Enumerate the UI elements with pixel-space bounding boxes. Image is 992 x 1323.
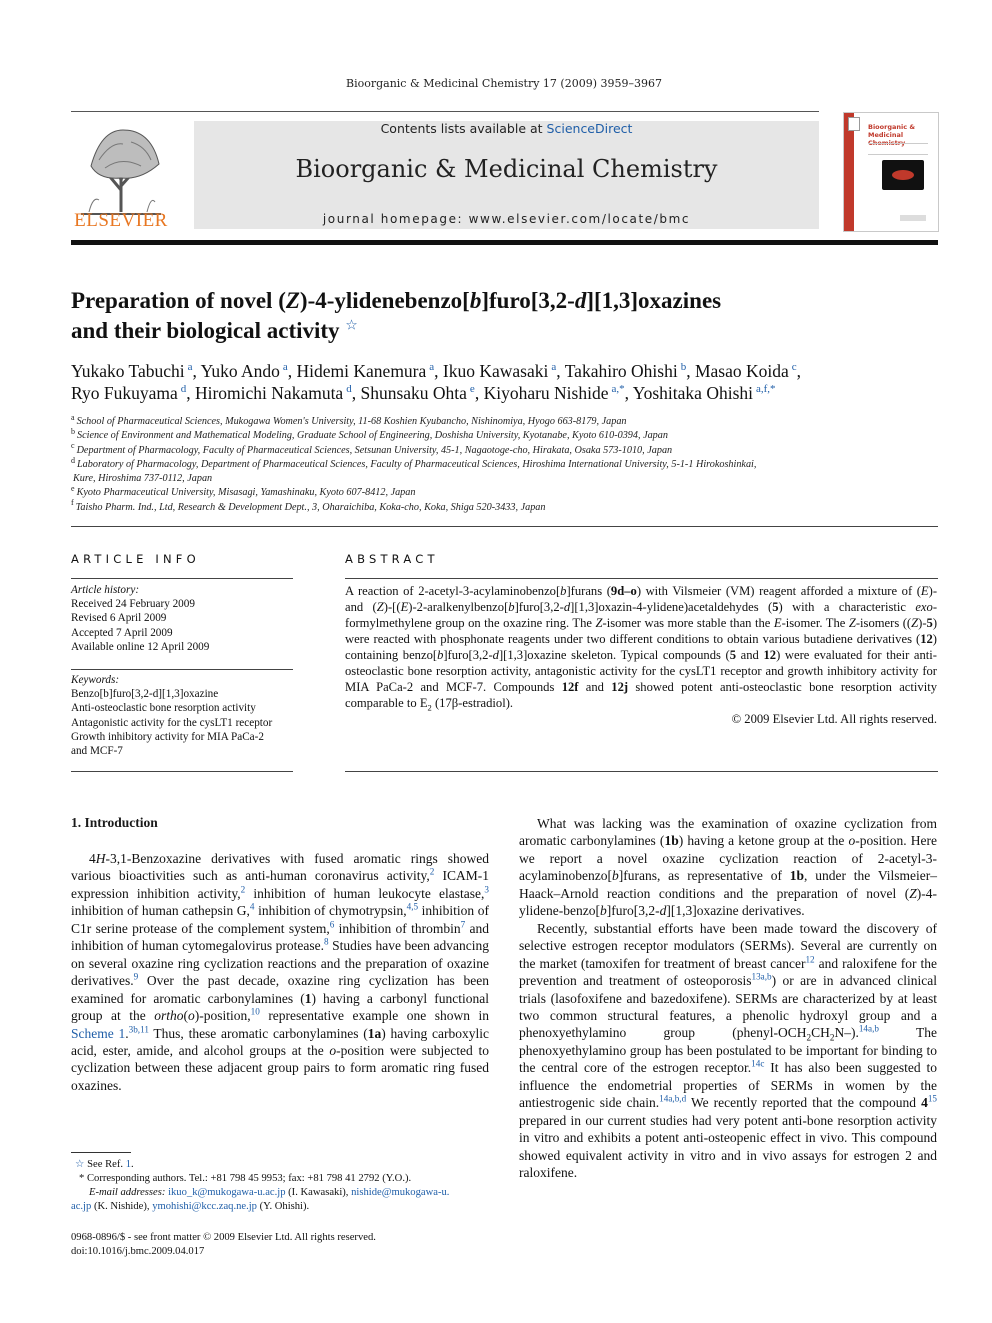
abstract-run: )-[(: [383, 600, 401, 614]
affiliation-text: Department of Pharmacology, Faculty of Pharmaceutical Sciences, Setsunan University, 45-1, Nagaotoge-cho, Hirakata, Osaka 573-1010, Japan: [76, 444, 673, 456]
reference-citation[interactable]: 13a,b: [751, 971, 772, 982]
abstract-run: b: [560, 584, 567, 598]
text-run: What was lacking was the examination of oxazine cyclization from aromatic carbonylamines (: [519, 816, 937, 849]
abstract-run: Z: [848, 616, 856, 630]
abstract-run: and: [578, 680, 612, 694]
journal-homepage[interactable]: journal homepage: www.elsevier.com/locate/bmc: [322, 212, 691, 226]
author-affiliation-mark[interactable]: c: [791, 361, 797, 374]
text-run: ) having a ketone group at the: [678, 833, 849, 849]
abstract-run: Z: [376, 600, 384, 614]
author-separator: ,: [434, 361, 443, 381]
text-run: -position were subjected to cyclization between these adjacent group pairs to form aromatic ring fused oxazines.: [71, 1042, 489, 1093]
compound-ref: 1b: [664, 833, 679, 849]
reference-citation[interactable]: 4,5: [406, 901, 419, 912]
keyword-item: Anti-osteoclastic bone resorption activity: [71, 702, 256, 715]
abstract-copyright: © 2009 Elsevier Ltd. All rights reserved.: [731, 712, 937, 726]
text-run: We recently reported that the compound: [686, 1095, 922, 1111]
email-owner: (Y. Ohishi).: [256, 1201, 310, 1212]
affiliation-key: b: [71, 426, 75, 436]
reference-citation[interactable]: 14a,b: [858, 1023, 879, 1034]
reference-citation[interactable]: 3b,11: [128, 1024, 149, 1035]
text-run: )-position,: [194, 1008, 251, 1024]
cover-image-icon: [882, 160, 924, 190]
history-accepted: Accepted 7 April 2009: [71, 626, 173, 639]
text-run: H: [95, 851, 106, 866]
reference-citation[interactable]: 6: [329, 919, 335, 930]
subscript: 2: [829, 1033, 835, 1044]
affiliation-text: Science of Environment and Mathematical Modeling, Graduate School of Engineering, Doshisha University, Kyotanabe, Kyoto 610-0394, Japan: [77, 430, 668, 442]
author-affiliation-mark[interactable]: a: [551, 361, 557, 374]
text-run: , under the Vilsmeier–Haack–Arnold reaction conditions and the preparation of novel (: [519, 868, 937, 901]
email-label: E-mail addresses:: [89, 1187, 166, 1198]
email-link-nishide[interactable]: nishide@mukogawa-u.: [351, 1187, 450, 1198]
article-info-heading: ARTICLE INFO: [71, 552, 200, 566]
compound-ref: 4: [921, 1095, 928, 1111]
history-received: Received 24 February 2009: [71, 598, 195, 611]
author-separator: ,: [556, 361, 565, 381]
doi-line[interactable]: doi:10.1016/j.bmc.2009.04.017: [71, 1246, 205, 1257]
text-run: -3,1-Benzoxazine derivatives with fused aromatic rings showed various bioactivities such as anti-human coronavirus activity,: [71, 851, 489, 884]
compound-ref: 9d–o: [610, 584, 637, 598]
keyword-item: Growth inhibitory activity for MIA PaCa-2: [71, 730, 264, 743]
footnote-star-text: See Ref.: [87, 1159, 126, 1170]
affiliation-text: Kure, Hiroshima 737-0112, Japan: [73, 473, 213, 485]
article-history: [71, 583, 296, 654]
text-run: -position. Here we report a novel oxazine cyclization reaction of 2-acetyl-3-acylaminobenzo[: [519, 833, 937, 884]
text-run: o: [329, 1042, 337, 1058]
compound-ref: 1a: [367, 1025, 382, 1041]
abstract-text: [345, 583, 937, 727]
author-line-2: [71, 382, 938, 404]
reference-citation[interactable]: 15: [927, 1093, 937, 1104]
reference-citation[interactable]: 7: [460, 919, 466, 930]
footnote-star: [71, 1158, 489, 1172]
affiliation-item: [71, 412, 938, 429]
text-run: N–).: [834, 1025, 859, 1041]
author-separator: ,: [686, 361, 695, 381]
text-run: Studies have been advancing on several oxazine ring cyclization reactions and the preparation of oxazine derivatives.: [71, 938, 489, 989]
cover-subtitle-lines: [868, 143, 928, 155]
abstract-run: Z: [911, 616, 919, 630]
header-top-rule: [71, 111, 819, 112]
history-label: Article history:: [71, 584, 140, 596]
author-name: Hidemi Kanemura: [296, 361, 427, 381]
author-name: Yuko Ando: [200, 361, 280, 381]
compound-ref: 5: [729, 648, 737, 662]
abstract-run: -isomer. The: [781, 616, 849, 630]
subscript: 2: [806, 1033, 812, 1044]
abstract-run: ) containing benzo[: [345, 632, 937, 662]
cover-footer-mark: [900, 215, 926, 221]
abstract-run: ) were evaluated for their anti-osteoclastic bone resorption activity, antagonistic activity for the cysLT1 receptor and growth inhibitory activity for MIA PaCa-2 and MCF-7. Compounds: [345, 648, 937, 694]
author-separator: ,: [192, 361, 201, 381]
author-separator: ,: [624, 383, 633, 403]
abstract-subscript: 2: [427, 702, 432, 713]
author-separator: ,: [474, 383, 484, 403]
text-run: prepared in our current studies had very potent anti-bone resorption activity in vitro and exhibits a potent anti-osteopenic effect in vivo. This compound showed equivalent activity in vitro and in vivo assays for estrogen 2 and raloxifene.: [519, 1112, 937, 1181]
issn-line: 0968-0896/$ - see front matter © 2009 Elsevier Ltd. All rights reserved.: [71, 1232, 376, 1243]
intro-paragraph: [71, 850, 489, 1094]
abstract-run: E: [773, 616, 782, 630]
text-run: It has also been suggested to influence the endometrial properties of SERMs in women by the antiestrogenic side chain.: [519, 1060, 938, 1111]
compound-ref: 12: [920, 632, 933, 646]
abstract-run: ]furans (: [566, 584, 611, 598]
abstract-run: )-2-aralkenylbenzo[: [408, 600, 509, 614]
text-run: inhibition of chymotrypsin,: [254, 903, 407, 919]
text-run: inhibition of thrombin: [334, 920, 461, 936]
abstract-run: -isomers ((: [855, 616, 912, 630]
reference-citation[interactable]: 10: [250, 1006, 260, 1017]
compound-ref: 1b: [789, 868, 805, 884]
affiliation-list: [71, 412, 938, 515]
abstract-heading: ABSTRACT: [345, 552, 439, 566]
reference-citation[interactable]: 3: [484, 884, 489, 895]
author-list: [71, 360, 938, 404]
abstract-run: ][1,3]oxazine skeleton. Typical compounds (: [498, 648, 730, 662]
compound-ref: 5: [772, 600, 779, 614]
author-separator: ,: [287, 361, 297, 381]
author-affiliation-mark[interactable]: b: [680, 361, 687, 374]
email-owner: (K. Nishide),: [91, 1201, 153, 1212]
affiliation-item: [71, 472, 938, 486]
affiliation-text: School of Pharmaceutical Sciences, Mukogawa Women's University, 11-68 Koshien Kyubancho, Nishinomiya, Hyogo 663-8179, Japan: [76, 416, 627, 427]
text-run: and raloxifene for the prevention and treatment of osteoporosis: [519, 955, 937, 989]
author-name: Ikuo Kawasaki: [442, 361, 549, 381]
title-part: ][1,3]oxazines: [586, 288, 722, 313]
keyword-item: Antagonistic activity for the cysLT1 receptor: [71, 716, 273, 729]
affiliation-item: [71, 498, 938, 515]
contents-prefix: Contents lists available at: [380, 121, 547, 136]
abstract-run: -isomer was more stable than the: [602, 616, 774, 630]
compound-ref: 5: [926, 616, 933, 630]
text-run: inhibition of C1r serine protease of the complement system,: [71, 903, 489, 936]
email-link-kawasaki[interactable]: ikuo_k@mukogawa-u.ac.jp: [168, 1187, 286, 1198]
email-link-ohishi[interactable]: ymohishi@kcc.zaq.ne.jp: [152, 1201, 257, 1212]
info-rule-mid: [71, 669, 293, 670]
author-name: Hiromichi Nakamuta: [194, 383, 344, 403]
footnote-star-end: .: [131, 1159, 134, 1170]
text-run: 4: [89, 851, 96, 866]
affiliation-text: Kyoto Pharmaceutical University, Misasagi, Yamashinaku, Kyoto 607-8412, Japan: [76, 487, 416, 499]
article-title: [71, 286, 931, 346]
text-run: ortho: [154, 1008, 184, 1024]
abstract-run: ]furo[3,2-: [443, 648, 493, 662]
abstract-run: ) were reacted with phosphonate reagents under two different conditions to obtain various butadiene derivatives (: [345, 616, 938, 646]
abstract-run: b: [508, 600, 515, 614]
affiliation-key: d: [71, 455, 75, 465]
abstract-run: ]furo[3,2-: [514, 600, 564, 614]
compound-ref: 12j: [611, 680, 629, 694]
text-run: ]furans, as representative of: [618, 868, 790, 884]
affiliation-key: e: [71, 484, 75, 494]
abstract-run: ][1,3]oxazin-4-ylidene)acetaldehydes (: [570, 600, 773, 614]
publisher-name: ELSEVIER: [74, 210, 168, 231]
intro-paragraph: [519, 815, 937, 920]
footnote-corresponding: [71, 1172, 489, 1186]
cover-title: Bioorganic & Medicinal Chemistry: [868, 123, 915, 147]
text-run: o: [188, 1008, 195, 1024]
title-part: Preparation of novel (: [71, 288, 286, 313]
text-run: inhibition of human cathepsin G,: [71, 903, 250, 919]
keyword-item: Benzo[b]furo[3,2-d][1,3]oxazine: [71, 688, 219, 701]
section-heading-introduction: 1. Introduction: [71, 815, 158, 830]
author-name: Kiyoharu Nishide: [483, 383, 609, 403]
author-affiliation-mark[interactable]: a,f,*: [756, 383, 776, 396]
abstract-run: and: [736, 648, 764, 662]
footnote-star-mark: ☆: [75, 1159, 85, 1170]
intro-left-column: [71, 850, 489, 1094]
text-run: .: [125, 1025, 129, 1041]
footnote-corr-text: Corresponding authors. Tel.: +81 798 45 9953; fax: +81 798 41 2792 (Y.O.).: [86, 1173, 412, 1184]
abstract-rule-bottom: [345, 771, 938, 772]
text-run: (: [183, 1008, 189, 1024]
affiliation-key: f: [71, 498, 74, 508]
title-part: and their biological activity: [71, 318, 340, 343]
text-run: ) or are in advanced clinical trials (lasofoxifene and bazedoxifene). SERMs are characterized by at least two common structural features, a phenolic hydroxyl group and a phenoxyethylamino group (phenyl-OCH: [519, 973, 937, 1041]
abstract-run: d: [492, 648, 499, 662]
title-italic: d: [574, 288, 587, 313]
text-run: inhibition of human leukocyte elastase,: [245, 885, 485, 901]
abstract-run: -formylmethylene group on the oxazine ring. The: [345, 600, 938, 630]
text-run: Z: [909, 885, 917, 901]
reference-citation[interactable]: 14c: [751, 1058, 765, 1069]
affiliation-rule: [71, 526, 938, 527]
author-affiliation-mark[interactable]: d: [180, 383, 187, 396]
footnote-emails: [71, 1186, 489, 1200]
intro-right-column: [519, 815, 937, 1182]
abstract-run: ) with Vilsmeier (VM) reagent afforded a mixture of (: [636, 584, 921, 598]
abstract-run: exo: [915, 600, 933, 614]
sciencedirect-link[interactable]: ScienceDirect: [546, 121, 633, 136]
abstract-run: A reaction of 2-acetyl-3-acylaminobenzo[: [345, 584, 561, 598]
email-link-nishide-cont[interactable]: ac.jp: [71, 1201, 92, 1212]
scheme-link[interactable]: Scheme 1: [71, 1025, 126, 1041]
email-owner: (I. Kawasaki),: [285, 1187, 352, 1198]
cover-molecule-shape: [892, 170, 914, 180]
author-separator: ,: [351, 383, 361, 403]
footnotes: [71, 1158, 489, 1214]
affiliation-text: Taisho Pharm. Ind., Ltd, Research & Development Dept., 3, Oharaichiba, Koka-cho, Koka, Shiga 520-3433, Japan: [75, 501, 546, 513]
abstract-run: Z: [595, 616, 603, 630]
text-run: representative example one shown in: [259, 1008, 490, 1024]
contents-line: [194, 121, 819, 136]
text-run: )-4-ylidene-benzo[: [519, 885, 937, 919]
affiliation-item: [71, 426, 938, 443]
abstract-rule-top: [345, 578, 938, 579]
abstract-run: E: [400, 600, 409, 614]
reference-citation[interactable]: 14a,b,d: [659, 1093, 687, 1104]
reference-citation[interactable]: 8: [324, 936, 329, 947]
text-run: Recently, substantial efforts have been made toward the discovery of selective estrogen receptor modulators (SERMs). Several are currently on the market (tamoxifen for treatment of breast cancer: [519, 920, 937, 971]
affiliation-item: [71, 486, 938, 500]
text-run: b: [611, 868, 619, 884]
affiliation-key: a: [71, 412, 75, 422]
info-rule-bottom: [71, 771, 293, 772]
author-line-1: [71, 360, 938, 382]
text-run: ][1,3]oxazine derivatives.: [666, 903, 805, 919]
text-run: and inhibition of human cytomegalovirus protease.: [71, 920, 490, 954]
affiliation-item: [71, 441, 938, 458]
author-name: Yukako Tabuchi: [71, 361, 185, 381]
reference-citation[interactable]: 2: [240, 884, 246, 895]
abstract-run: (17β-estradiol).: [431, 696, 514, 710]
reference-citation[interactable]: 9: [133, 971, 139, 982]
text-run: ) having carboxylic acid, ester, amide, and alcohol groups at the: [71, 1025, 489, 1058]
title-part: )-4-ylidenebenzo[: [299, 288, 470, 313]
author-separator: ,: [796, 361, 802, 381]
journal-name: Bioorganic & Medicinal Chemistry: [295, 155, 718, 183]
journal-citation: Bioorganic & Medicinal Chemistry 17 (2009) 3959–3967: [346, 77, 662, 90]
text-run: d: [659, 903, 667, 919]
footnote-emails-cont: [71, 1200, 489, 1214]
reference-citation[interactable]: 2: [429, 866, 435, 877]
footnote-ref-link[interactable]: 1: [125, 1159, 131, 1170]
reference-citation[interactable]: 12: [805, 954, 815, 965]
compound-ref: 12: [763, 648, 777, 662]
author-name: Shunsaku Ohta: [360, 383, 467, 403]
author-affiliation-mark[interactable]: d: [346, 383, 352, 396]
author-affiliation-mark[interactable]: e: [469, 383, 475, 396]
abstract-run: E: [920, 584, 929, 598]
header-bottom-rule: [71, 240, 938, 245]
keywords: [71, 673, 296, 758]
footnote-rule: [71, 1152, 131, 1153]
author-name: Ryo Fukuyama: [71, 383, 178, 403]
text-run: b: [599, 903, 607, 919]
author-affiliation-mark[interactable]: a: [429, 361, 435, 374]
history-revised: Revised 6 April 2009: [71, 612, 167, 625]
compound-ref: 1: [304, 990, 312, 1006]
text-run: CH: [811, 1025, 830, 1041]
text-run: ) having a carbonyl functional group at the: [71, 990, 489, 1024]
abstract-run: )-: [918, 616, 927, 630]
text-run: Thus, these aromatic carbonylamines (: [148, 1025, 368, 1041]
cover-logo-icon: [848, 117, 860, 131]
affiliation-key: c: [71, 441, 75, 451]
abstract-run: d: [563, 600, 571, 614]
author-name: Takahiro Ohishi: [564, 361, 678, 381]
affiliation-text: Laboratory of Pharmacology, Department of Pharmaceutical Sciences, Faculty of Pharmaceutical Sciences, Hiroshima International University, 5-1-1 Hirokoshinkai,: [77, 458, 757, 470]
author-name: Yoshitaka Ohishi: [632, 383, 753, 403]
abstract-run: )- and (: [345, 584, 938, 614]
author-affiliation-mark[interactable]: a: [282, 361, 288, 374]
keywords-label: Keywords:: [71, 674, 120, 686]
abstract-run: b: [437, 648, 444, 662]
text-run: Over the past decade, oxazine ring cyclization has been examined for aromatic carbonylamines (: [71, 973, 489, 1006]
elsevier-logo[interactable]: [71, 120, 171, 232]
history-online: Available online 12 April 2009: [71, 640, 210, 653]
title-italic: Z: [285, 288, 300, 313]
abstract-run: showed potent anti-osteoclastic bone resorption activity comparable to E: [345, 680, 937, 710]
text-run: ]furo[3,2-: [606, 903, 660, 919]
author-name: Masao Koida: [694, 361, 789, 381]
affiliation-item: [71, 455, 938, 472]
author-affiliation-mark[interactable]: a,*: [611, 383, 625, 396]
title-italic: b: [469, 288, 482, 313]
info-rule-top: [71, 578, 293, 579]
text-run: o: [848, 833, 856, 849]
compound-ref: 12f: [561, 680, 579, 694]
author-separator: ,: [186, 383, 195, 403]
text-run: ICAM-1 expression inhibition activity,: [71, 868, 489, 901]
author-affiliation-mark[interactable]: a: [187, 361, 193, 374]
title-footnote-star[interactable]: ☆: [345, 318, 358, 334]
abstract-run: ) with a characteristic: [778, 600, 916, 614]
text-run: The phenoxyethylamino group has been postulated to be important for binding to the central core of the estrogen receptor.: [519, 1025, 937, 1076]
keyword-item: and MCF-7: [71, 745, 123, 758]
intro-paragraph: [519, 920, 937, 1182]
journal-cover-thumbnail[interactable]: [843, 112, 939, 232]
footnote-corr-mark: *: [79, 1173, 85, 1184]
reference-citation[interactable]: 4: [249, 901, 255, 912]
title-part: ]furo[3,2-: [481, 288, 575, 313]
bottom-metadata: [71, 1231, 491, 1259]
